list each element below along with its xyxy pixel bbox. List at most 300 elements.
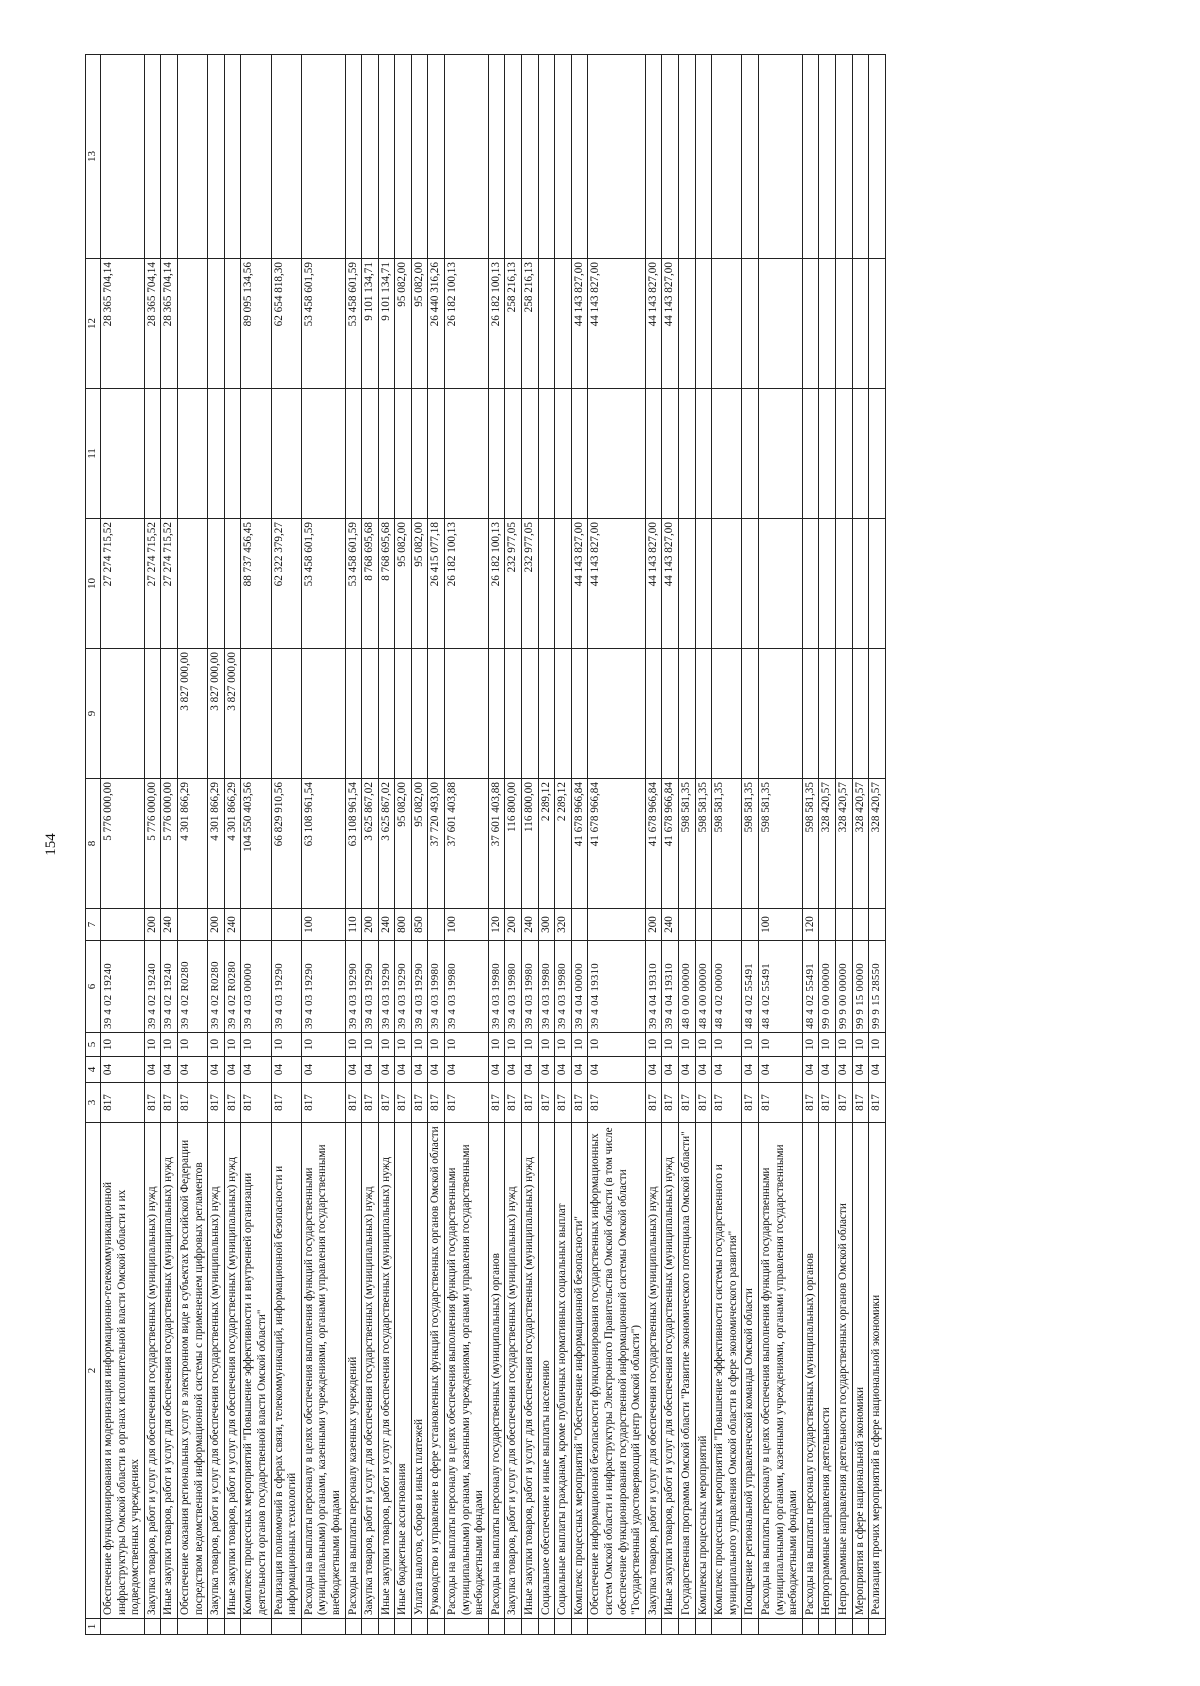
cell-admin-code: 817 bbox=[224, 1083, 241, 1123]
cell-subsection: 10 bbox=[758, 1033, 802, 1057]
cell-col-13 bbox=[208, 55, 225, 259]
cell-col-9 bbox=[161, 649, 178, 779]
cell-section: 04 bbox=[802, 1057, 819, 1083]
cell-col-8: 104 550 403,56 bbox=[241, 779, 271, 909]
cell-col-9 bbox=[555, 649, 572, 779]
cell-admin-code: 817 bbox=[101, 1083, 145, 1123]
cell-col-8: 95 082,00 bbox=[411, 779, 428, 909]
table-row bbox=[505, 55, 522, 1635]
cell-col-10: 44 143 827,00 bbox=[645, 519, 662, 649]
cell-col-13 bbox=[522, 55, 539, 259]
cell-target-article: 39 4 03 19980 bbox=[488, 941, 505, 1033]
cell-subsection: 10 bbox=[301, 1033, 345, 1057]
cell-target-article: 39 4 03 19290 bbox=[378, 941, 395, 1033]
cell-col-10: 95 082,00 bbox=[395, 519, 412, 649]
col-header-2: 2 bbox=[86, 1123, 101, 1619]
cell-col-12: 44 143 827,00 bbox=[588, 259, 645, 389]
cell-col-12 bbox=[678, 259, 695, 389]
cell-col-12 bbox=[758, 259, 802, 389]
cell-subsection: 10 bbox=[411, 1033, 428, 1057]
cell-col-10: 26 182 100,13 bbox=[488, 519, 505, 649]
table-row bbox=[161, 55, 178, 1635]
cell-expense-type bbox=[571, 909, 588, 941]
cell-col-11 bbox=[538, 389, 555, 519]
cell-col-8: 598 581,35 bbox=[678, 779, 695, 909]
cell-section: 04 bbox=[712, 1057, 742, 1083]
cell-col-12: 258 216,13 bbox=[522, 259, 539, 389]
cell-col-13 bbox=[571, 55, 588, 259]
cell-target-article: 99 0 00 00000 bbox=[819, 941, 836, 1033]
cell-admin-code: 817 bbox=[362, 1083, 379, 1123]
cell-col-9 bbox=[662, 649, 679, 779]
row-name: Комплекс процессных мероприятий "Повышение эффективности и внутренней организации деятельности органов государственной власти Омской области" bbox=[241, 1123, 271, 1619]
cell-target-article: 39 4 02 19240 bbox=[144, 941, 161, 1033]
row-name: Комплексы процессных мероприятий bbox=[695, 1123, 712, 1619]
cell-admin-code: 817 bbox=[819, 1083, 836, 1123]
cell-col-10 bbox=[208, 519, 225, 649]
cell-col-10: 26 415 077,18 bbox=[428, 519, 445, 649]
cell-col-13 bbox=[301, 55, 345, 259]
cell-subsection: 10 bbox=[678, 1033, 695, 1057]
cell-expense-type: 120 bbox=[802, 909, 819, 941]
cell-section: 04 bbox=[411, 1057, 428, 1083]
cell-expense-type bbox=[678, 909, 695, 941]
table-row bbox=[695, 55, 712, 1635]
cell-admin-code: 817 bbox=[177, 1083, 207, 1123]
cell-col-8: 5 776 000,00 bbox=[161, 779, 178, 909]
table-row bbox=[819, 55, 836, 1635]
cell-col-12: 44 143 827,00 bbox=[645, 259, 662, 389]
cell-col-11 bbox=[678, 389, 695, 519]
cell-col-10 bbox=[852, 519, 869, 649]
cell-col-10: 8 768 695,68 bbox=[378, 519, 395, 649]
cell-col-8: 41 678 966,84 bbox=[588, 779, 645, 909]
cell-section: 04 bbox=[144, 1057, 161, 1083]
cell-col-13 bbox=[395, 55, 412, 259]
cell-col-12: 53 458 601,59 bbox=[345, 259, 362, 389]
cell-col-12: 62 654 818,30 bbox=[271, 259, 301, 389]
cell-col-8: 3 625 867,02 bbox=[362, 779, 379, 909]
cell-col-13 bbox=[662, 55, 679, 259]
cell-expense-type: 100 bbox=[758, 909, 802, 941]
cell-subsection: 10 bbox=[271, 1033, 301, 1057]
row-name: Расходы на выплаты персоналу в целях обеспечения выполнения функций государственными (муниципальными) органами, казенными учреждениями, органами управления государственными внебюджетными фондами bbox=[301, 1123, 345, 1619]
cell-col-13 bbox=[678, 55, 695, 259]
cell-target-article: 39 4 02 R0280 bbox=[224, 941, 241, 1033]
cell-expense-type bbox=[271, 909, 301, 941]
cell-col-9 bbox=[411, 649, 428, 779]
cell-section: 04 bbox=[571, 1057, 588, 1083]
row-number-cell bbox=[177, 1619, 207, 1635]
cell-expense-type: 240 bbox=[378, 909, 395, 941]
cell-col-9 bbox=[742, 649, 759, 779]
cell-subsection: 10 bbox=[742, 1033, 759, 1057]
cell-expense-type bbox=[819, 909, 836, 941]
cell-subsection: 10 bbox=[445, 1033, 489, 1057]
row-name: Реализация прочих мероприятий в сфере национальной экономики bbox=[869, 1123, 886, 1619]
cell-col-11 bbox=[271, 389, 301, 519]
cell-section: 04 bbox=[678, 1057, 695, 1083]
cell-col-10: 53 458 601,59 bbox=[345, 519, 362, 649]
cell-admin-code: 817 bbox=[852, 1083, 869, 1123]
cell-admin-code: 817 bbox=[505, 1083, 522, 1123]
cell-subsection: 10 bbox=[378, 1033, 395, 1057]
table-row bbox=[662, 55, 679, 1635]
cell-expense-type: 200 bbox=[362, 909, 379, 941]
cell-col-13 bbox=[835, 55, 852, 259]
cell-expense-type bbox=[241, 909, 271, 941]
table-row bbox=[678, 55, 695, 1635]
cell-admin-code: 817 bbox=[712, 1083, 742, 1123]
cell-col-9 bbox=[101, 649, 145, 779]
cell-section: 04 bbox=[522, 1057, 539, 1083]
cell-col-9 bbox=[852, 649, 869, 779]
cell-expense-type bbox=[428, 909, 445, 941]
cell-col-10 bbox=[742, 519, 759, 649]
cell-col-11 bbox=[411, 389, 428, 519]
cell-target-article: 39 4 04 00000 bbox=[571, 941, 588, 1033]
cell-col-12 bbox=[742, 259, 759, 389]
cell-expense-type bbox=[695, 909, 712, 941]
cell-admin-code: 817 bbox=[345, 1083, 362, 1123]
row-name: Закупка товаров, работ и услуг для обеспечения государственных (муниципальных) нужд bbox=[505, 1123, 522, 1619]
cell-col-9 bbox=[144, 649, 161, 779]
cell-col-8: 3 625 867,02 bbox=[378, 779, 395, 909]
col-header-13: 13 bbox=[86, 55, 101, 259]
row-number-cell bbox=[144, 1619, 161, 1635]
cell-col-11 bbox=[378, 389, 395, 519]
cell-col-10 bbox=[555, 519, 572, 649]
cell-admin-code: 817 bbox=[645, 1083, 662, 1123]
cell-col-11 bbox=[522, 389, 539, 519]
cell-col-8: 4 301 866,29 bbox=[208, 779, 225, 909]
cell-col-8: 328 420,57 bbox=[869, 779, 886, 909]
cell-subsection: 10 bbox=[588, 1033, 645, 1057]
cell-col-9 bbox=[505, 649, 522, 779]
cell-col-13 bbox=[538, 55, 555, 259]
cell-col-12: 28 365 704,14 bbox=[161, 259, 178, 389]
cell-col-9: 3 827 000,00 bbox=[208, 649, 225, 779]
cell-section: 04 bbox=[695, 1057, 712, 1083]
cell-col-8: 116 800,00 bbox=[522, 779, 539, 909]
cell-section: 04 bbox=[445, 1057, 489, 1083]
cell-section: 04 bbox=[101, 1057, 145, 1083]
cell-col-11 bbox=[555, 389, 572, 519]
cell-section: 04 bbox=[177, 1057, 207, 1083]
cell-subsection: 10 bbox=[345, 1033, 362, 1057]
cell-col-10: 62 322 379,27 bbox=[271, 519, 301, 649]
cell-col-12 bbox=[869, 259, 886, 389]
row-name: Иные бюджетные ассигнования bbox=[395, 1123, 412, 1619]
cell-col-11 bbox=[177, 389, 207, 519]
cell-subsection: 10 bbox=[835, 1033, 852, 1057]
cell-col-12 bbox=[819, 259, 836, 389]
cell-col-12 bbox=[802, 259, 819, 389]
cell-col-9 bbox=[395, 649, 412, 779]
cell-col-8: 328 420,57 bbox=[852, 779, 869, 909]
cell-expense-type bbox=[852, 909, 869, 941]
cell-col-8: 116 800,00 bbox=[505, 779, 522, 909]
cell-expense-type: 800 bbox=[395, 909, 412, 941]
row-number-cell bbox=[241, 1619, 271, 1635]
row-name: Уплата налогов, сборов и иных платежей bbox=[411, 1123, 428, 1619]
cell-expense-type: 100 bbox=[301, 909, 345, 941]
cell-col-11 bbox=[241, 389, 271, 519]
row-name: Закупка товаров, работ и услуг для обеспечения государственных (муниципальных) нужд bbox=[362, 1123, 379, 1619]
cell-col-9: 3 827 000,00 bbox=[224, 649, 241, 779]
cell-col-13 bbox=[362, 55, 379, 259]
cell-expense-type bbox=[588, 909, 645, 941]
cell-expense-type: 110 bbox=[345, 909, 362, 941]
row-number-cell bbox=[645, 1619, 662, 1635]
cell-target-article: 99 9 00 00000 bbox=[835, 941, 852, 1033]
cell-subsection: 10 bbox=[161, 1033, 178, 1057]
cell-col-9 bbox=[645, 649, 662, 779]
cell-target-article: 39 4 03 19980 bbox=[522, 941, 539, 1033]
cell-section: 04 bbox=[301, 1057, 345, 1083]
row-name: Иные закупки товаров, работ и услуг для обеспечения государственных (муниципальных) нужд bbox=[522, 1123, 539, 1619]
cell-col-11 bbox=[505, 389, 522, 519]
table-row bbox=[428, 55, 445, 1635]
cell-col-10: 95 082,00 bbox=[411, 519, 428, 649]
cell-admin-code: 817 bbox=[428, 1083, 445, 1123]
cell-target-article: 48 4 02 55491 bbox=[742, 941, 759, 1033]
cell-col-11 bbox=[802, 389, 819, 519]
row-name: Комплекс процессных мероприятий "Обеспечение информационной безопасности" bbox=[571, 1123, 588, 1619]
cell-target-article: 39 4 02 19240 bbox=[101, 941, 145, 1033]
row-name: Государственная программа Омской области "Развитие экономического потенциала Омской области" bbox=[678, 1123, 695, 1619]
cell-target-article: 48 4 02 00000 bbox=[712, 941, 742, 1033]
row-number-cell bbox=[208, 1619, 225, 1635]
table-row bbox=[144, 55, 161, 1635]
cell-col-10 bbox=[224, 519, 241, 649]
cell-col-11 bbox=[645, 389, 662, 519]
cell-target-article: 48 0 00 00000 bbox=[678, 941, 695, 1033]
cell-col-9: 3 827 000,00 bbox=[177, 649, 207, 779]
cell-col-11 bbox=[428, 389, 445, 519]
col-header-9: 9 bbox=[86, 649, 101, 779]
cell-col-13 bbox=[505, 55, 522, 259]
cell-admin-code: 817 bbox=[488, 1083, 505, 1123]
cell-col-13 bbox=[869, 55, 886, 259]
cell-col-11 bbox=[662, 389, 679, 519]
table-row bbox=[645, 55, 662, 1635]
cell-col-8: 4 301 866,29 bbox=[224, 779, 241, 909]
cell-col-11 bbox=[571, 389, 588, 519]
cell-col-8: 37 601 403,88 bbox=[445, 779, 489, 909]
cell-col-9 bbox=[758, 649, 802, 779]
cell-subsection: 10 bbox=[144, 1033, 161, 1057]
table-row bbox=[742, 55, 759, 1635]
cell-target-article: 48 4 02 55491 bbox=[758, 941, 802, 1033]
cell-target-article: 39 4 03 19290 bbox=[271, 941, 301, 1033]
cell-col-13 bbox=[411, 55, 428, 259]
cell-col-8: 598 581,35 bbox=[758, 779, 802, 909]
cell-target-article: 39 4 03 19980 bbox=[538, 941, 555, 1033]
cell-admin-code: 817 bbox=[271, 1083, 301, 1123]
cell-col-10: 27 274 715,52 bbox=[101, 519, 145, 649]
cell-target-article: 48 4 02 55491 bbox=[802, 941, 819, 1033]
cell-col-13 bbox=[144, 55, 161, 259]
table-row bbox=[345, 55, 362, 1635]
row-name: Иные закупки товаров, работ и услуг для обеспечения государственных (муниципальных) нужд bbox=[224, 1123, 241, 1619]
cell-col-8: 37 720 493,00 bbox=[428, 779, 445, 909]
page-number: 154 bbox=[42, 833, 59, 856]
cell-col-13 bbox=[819, 55, 836, 259]
cell-col-11 bbox=[742, 389, 759, 519]
cell-expense-type bbox=[712, 909, 742, 941]
row-number-cell bbox=[869, 1619, 886, 1635]
cell-section: 04 bbox=[271, 1057, 301, 1083]
cell-expense-type: 240 bbox=[522, 909, 539, 941]
cell-admin-code: 817 bbox=[835, 1083, 852, 1123]
cell-expense-type: 200 bbox=[144, 909, 161, 941]
cell-expense-type: 850 bbox=[411, 909, 428, 941]
cell-subsection: 10 bbox=[208, 1033, 225, 1057]
cell-col-10 bbox=[802, 519, 819, 649]
row-name: Закупка товаров, работ и услуг для обеспечения государственных (муниципальных) нужд bbox=[208, 1123, 225, 1619]
cell-admin-code: 817 bbox=[411, 1083, 428, 1123]
cell-col-13 bbox=[345, 55, 362, 259]
table-row bbox=[555, 55, 572, 1635]
cell-target-article: 39 4 03 19290 bbox=[301, 941, 345, 1033]
cell-col-12: 95 082,00 bbox=[411, 259, 428, 389]
cell-col-12 bbox=[835, 259, 852, 389]
cell-subsection: 10 bbox=[819, 1033, 836, 1057]
cell-col-8: 4 301 866,29 bbox=[177, 779, 207, 909]
cell-col-9 bbox=[362, 649, 379, 779]
cell-col-10 bbox=[177, 519, 207, 649]
table-row bbox=[395, 55, 412, 1635]
cell-col-12: 26 182 100,13 bbox=[445, 259, 489, 389]
rotated-page bbox=[85, 55, 1095, 1635]
cell-col-12: 53 458 601,59 bbox=[301, 259, 345, 389]
cell-target-article: 39 4 02 R0280 bbox=[208, 941, 225, 1033]
cell-expense-type bbox=[869, 909, 886, 941]
cell-col-8: 598 581,35 bbox=[742, 779, 759, 909]
cell-target-article: 39 4 03 19290 bbox=[395, 941, 412, 1033]
cell-expense-type: 200 bbox=[208, 909, 225, 941]
cell-col-11 bbox=[445, 389, 489, 519]
row-name: Расходы на выплаты персоналу государственных (муниципальных) органов bbox=[488, 1123, 505, 1619]
cell-col-9 bbox=[802, 649, 819, 779]
cell-target-article: 39 4 03 19980 bbox=[445, 941, 489, 1033]
cell-admin-code: 817 bbox=[588, 1083, 645, 1123]
row-number-cell bbox=[588, 1619, 645, 1635]
cell-col-12 bbox=[712, 259, 742, 389]
cell-col-13 bbox=[588, 55, 645, 259]
row-name: Обеспечение информационной безопасности функционирования государственных информационных систем Омской области и инфраструктуры Электронного Правительства Омской области (в том числе обеспечение функционирования государственной информационной системы Омской области "Государственный удостоверяющий центр Омской области") bbox=[588, 1123, 645, 1619]
row-number-cell bbox=[488, 1619, 505, 1635]
col-header-8: 8 bbox=[86, 779, 101, 909]
cell-subsection: 10 bbox=[712, 1033, 742, 1057]
cell-col-13 bbox=[712, 55, 742, 259]
cell-col-10 bbox=[695, 519, 712, 649]
cell-subsection: 10 bbox=[241, 1033, 271, 1057]
cell-subsection: 10 bbox=[662, 1033, 679, 1057]
col-header-4: 4 bbox=[86, 1057, 101, 1083]
cell-col-9 bbox=[271, 649, 301, 779]
cell-col-12 bbox=[224, 259, 241, 389]
cell-col-8: 63 108 961,54 bbox=[301, 779, 345, 909]
cell-admin-code: 817 bbox=[758, 1083, 802, 1123]
cell-col-9 bbox=[835, 649, 852, 779]
cell-col-10 bbox=[819, 519, 836, 649]
cell-target-article: 39 4 02 R0280 bbox=[177, 941, 207, 1033]
cell-col-9 bbox=[819, 649, 836, 779]
row-number-cell bbox=[712, 1619, 742, 1635]
cell-col-12 bbox=[538, 259, 555, 389]
cell-col-10: 44 143 827,00 bbox=[662, 519, 679, 649]
cell-section: 04 bbox=[378, 1057, 395, 1083]
row-number-cell bbox=[378, 1619, 395, 1635]
cell-section: 04 bbox=[505, 1057, 522, 1083]
cell-col-11 bbox=[161, 389, 178, 519]
cell-admin-code: 817 bbox=[678, 1083, 695, 1123]
row-number-cell bbox=[271, 1619, 301, 1635]
cell-section: 04 bbox=[395, 1057, 412, 1083]
row-number-cell bbox=[662, 1619, 679, 1635]
row-name: Иные закупки товаров, работ и услуг для обеспечения государственных (муниципальных) нужд bbox=[161, 1123, 178, 1619]
row-number-cell bbox=[161, 1619, 178, 1635]
table-row bbox=[208, 55, 225, 1635]
table-row bbox=[522, 55, 539, 1635]
cell-admin-code: 817 bbox=[555, 1083, 572, 1123]
cell-expense-type: 300 bbox=[538, 909, 555, 941]
cell-col-11 bbox=[208, 389, 225, 519]
cell-subsection: 10 bbox=[488, 1033, 505, 1057]
cell-expense-type: 240 bbox=[161, 909, 178, 941]
cell-expense-type: 120 bbox=[488, 909, 505, 941]
cell-col-9 bbox=[571, 649, 588, 779]
cell-col-10: 232 977,05 bbox=[522, 519, 539, 649]
cell-col-8: 598 581,35 bbox=[695, 779, 712, 909]
table-row bbox=[758, 55, 802, 1635]
row-number-cell bbox=[695, 1619, 712, 1635]
row-name: Расходы на выплаты персоналу в целях обеспечения выполнения функций государственными (муниципальными) органами, казенными учреждениями, органами управления государственными внебюджетными фондами bbox=[758, 1123, 802, 1619]
cell-col-10: 232 977,05 bbox=[505, 519, 522, 649]
cell-admin-code: 817 bbox=[869, 1083, 886, 1123]
table-row bbox=[301, 55, 345, 1635]
row-name: Социальные выплаты гражданам, кроме публичных нормативных социальных выплат bbox=[555, 1123, 572, 1619]
cell-section: 04 bbox=[742, 1057, 759, 1083]
cell-col-8: 41 678 966,84 bbox=[571, 779, 588, 909]
cell-col-12: 44 143 827,00 bbox=[662, 259, 679, 389]
row-number-cell bbox=[742, 1619, 759, 1635]
cell-subsection: 10 bbox=[802, 1033, 819, 1057]
cell-section: 04 bbox=[645, 1057, 662, 1083]
cell-admin-code: 817 bbox=[301, 1083, 345, 1123]
table-row bbox=[177, 55, 207, 1635]
cell-col-10: 8 768 695,68 bbox=[362, 519, 379, 649]
column-number-row bbox=[86, 55, 101, 1635]
cell-admin-code: 817 bbox=[742, 1083, 759, 1123]
cell-col-8: 37 601 403,88 bbox=[488, 779, 505, 909]
cell-section: 04 bbox=[869, 1057, 886, 1083]
cell-expense-type: 200 bbox=[645, 909, 662, 941]
row-name: Расходы на выплаты персоналу в целях обеспечения выполнения функций государственными (муниципальными) органами, казенными учреждениями, органами управления государственными внебюджетными фондами bbox=[445, 1123, 489, 1619]
cell-expense-type bbox=[835, 909, 852, 941]
cell-admin-code: 817 bbox=[208, 1083, 225, 1123]
col-header-6: 6 bbox=[86, 941, 101, 1033]
cell-subsection: 10 bbox=[395, 1033, 412, 1057]
cell-col-12: 89 095 134,56 bbox=[241, 259, 271, 389]
table-row bbox=[538, 55, 555, 1635]
cell-subsection: 10 bbox=[538, 1033, 555, 1057]
row-name: Комплекс процессных мероприятий "Повышение эффективности системы государственного и муниципального управления Омской области в сфере экономического развития" bbox=[712, 1123, 742, 1619]
cell-col-10: 53 458 601,59 bbox=[301, 519, 345, 649]
row-name: Закупка товаров, работ и услуг для обеспечения государственных (муниципальных) нужд bbox=[645, 1123, 662, 1619]
